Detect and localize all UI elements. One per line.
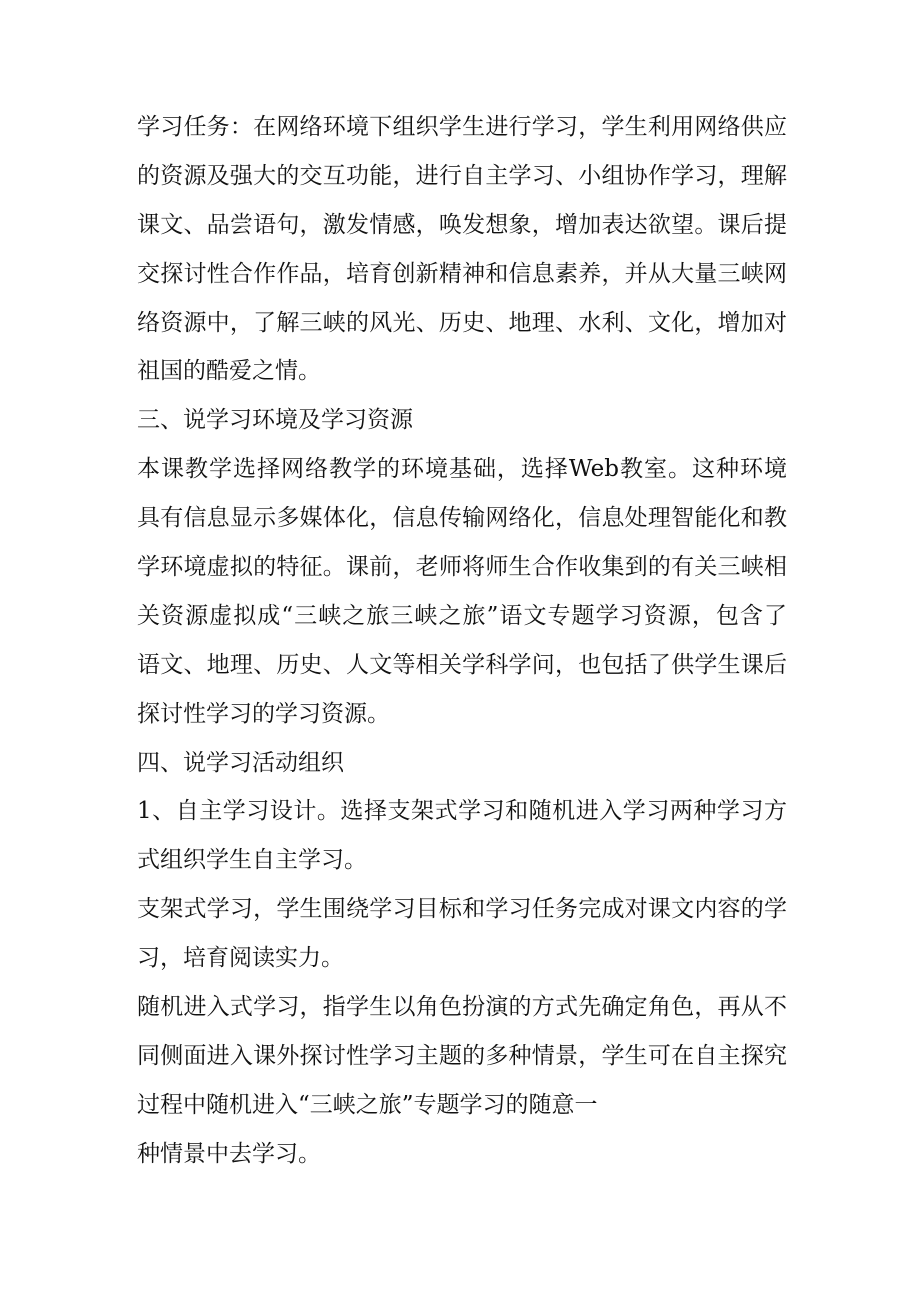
paragraph-line: 课文、品尝语句，激发情感，唤发想象，增加表达欲望。课后提 <box>137 211 787 238</box>
paragraph-line: 具有信息显示多媒体化，信息传输网络化，信息处理智能化和教 <box>137 505 787 532</box>
paragraph-line: 过程中随机进入“三峡之旅”专题学习的随意一 <box>137 1091 598 1118</box>
paragraph-line: 本课教学选择网络教学的环境基础，选择Web教室。这种环境 <box>137 456 787 483</box>
paragraph-line: 式组织学生自主学习。 <box>137 847 367 874</box>
paragraph-line: 1、自主学习设计。选择支架式学习和随机进入学习两种学习方 <box>137 798 787 825</box>
paragraph-line: 支架式学习，学生围绕学习目标和学习任务完成对课文内容的学 <box>137 896 787 923</box>
paragraph-line: 交探讨性合作作品，培育创新精神和信息素养，并从大量三峡网 <box>137 260 787 287</box>
paragraph-line: 种情景中去学习。 <box>137 1140 321 1167</box>
paragraph-line: 探讨性学习的学习资源。 <box>137 700 390 727</box>
section-heading: 三、说学习环境及学习资源 <box>137 407 413 434</box>
paragraph-line: 随机进入式学习，指学生以角色扮演的方式先确定角色，再从不 <box>137 994 787 1021</box>
paragraph-line: 语文、地理、历史、人文等相关学科学问，也包括了供学生课后 <box>137 651 787 678</box>
paragraph-line: 络资源中，了解三峡的风光、历史、地理、水利、文化，增加对 <box>137 309 787 336</box>
paragraph-line: 学习任务：在网络环境下组织学生进行学习，学生利用网络供应 <box>137 114 787 140</box>
paragraph-line: 关资源虚拟成“三峡之旅三峡之旅”语文专题学习资源，包含了 <box>137 602 787 629</box>
paragraph-line: 习，培育阅读实力。 <box>137 945 344 972</box>
paragraph-line: 学环境虚拟的特征。课前，老师将师生合作收集到的有关三峡相 <box>137 554 787 581</box>
paragraph-line: 祖国的酷爱之情。 <box>137 358 321 385</box>
section-heading: 四、说学习活动组织 <box>137 749 344 776</box>
paragraph-line: 的资源及强大的交互功能，进行自主学习、小组协作学习，理解 <box>137 162 787 189</box>
paragraph-line: 同侧面进入课外探讨性学习主题的多种情景，学生可在自主探究 <box>137 1042 787 1069</box>
document-body <box>137 103 787 1179</box>
